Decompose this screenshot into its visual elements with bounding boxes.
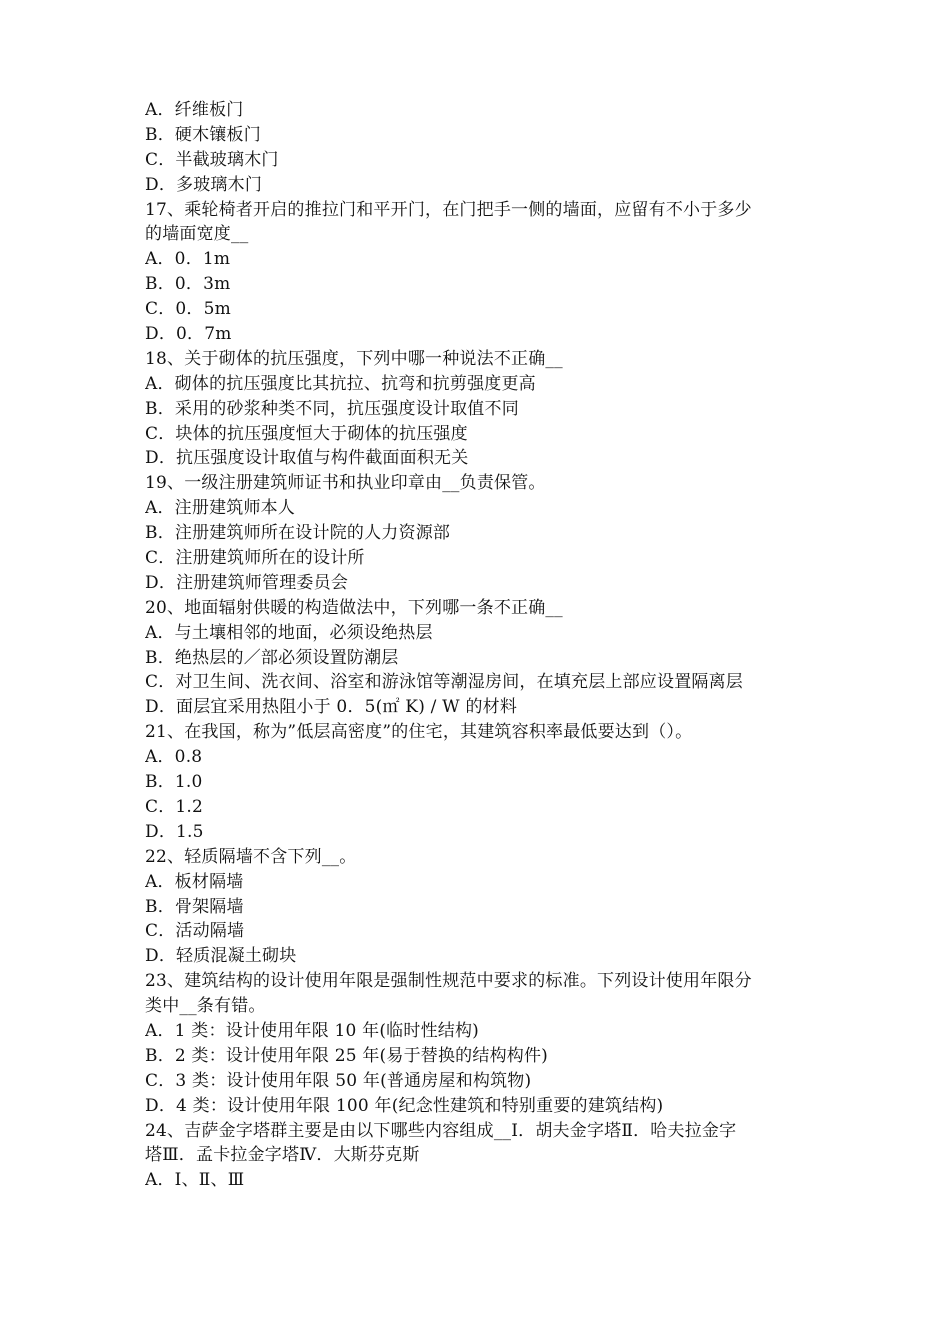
option-line: B．绝热层的／部必须设置防潮层 [145,647,399,668]
option-line: D．面层宜采用热阻小于 0．5(㎡ K) / W 的材料 [145,697,518,718]
option-line: D．抗压强度设计取值与构件截面面积无关 [145,448,469,469]
option-line: A．砌体的抗压强度比其抗拉、抗弯和抗剪强度更高 [145,373,536,394]
option-line: B．0．3m [145,274,231,295]
option-line: A．与土壤相邻的地面，必须设绝热层 [145,622,433,643]
question-22: 22、轻质隔墙不含下列__。 [145,846,357,867]
option-line: A．注册建筑师本人 [145,498,296,519]
option-line: D．4 类：设计使用年限 100 年(纪念性建筑和特别重要的建筑结构) [145,1095,664,1116]
question-23: 23、建筑结构的设计使用年限是强制性规范中要求的标准。下列设计使用年限分 [145,971,752,992]
question-19: 19、一级注册建筑师证书和执业印章由__负责保管。 [145,473,546,494]
option-line: B．硬木镶板门 [145,124,261,145]
option-line: D．注册建筑师管理委员会 [145,572,349,593]
option-line: A．0．1m [145,249,231,270]
document-page [145,98,815,1193]
option-line: C．1.2 [145,796,204,817]
option-line: B．1.0 [145,772,203,793]
question-24-cont: 塔Ⅲ．孟卡拉金字塔Ⅳ．大斯芬克斯 [145,1145,420,1166]
option-line: D．0．7m [145,324,232,345]
question-21: 21、在我国，称为”低层高密度”的住宅，其建筑容积率最低要达到（）。 [145,722,693,743]
question-24: 24、吉萨金字塔群主要是由以下哪些内容组成__Ⅰ．胡夫金字塔Ⅱ．哈夫拉金字 [145,1120,737,1141]
option-line: C．对卫生间、洗衣间、浴室和游泳馆等潮湿房间，在填充层上部应设置隔离层 [145,672,744,693]
question-17-cont: 的墙面宽度__ [145,224,249,245]
option-line: D．1.5 [145,821,204,842]
question-20: 20、地面辐射供暖的构造做法中，下列哪一条不正确__ [145,597,563,618]
option-line: A．板材隔墙 [145,871,244,892]
option-line: C．3 类：设计使用年限 50 年(普通房屋和构筑物) [145,1070,532,1091]
option-line: A．Ⅰ、Ⅱ、Ⅲ [145,1170,245,1191]
option-line: C．半截玻璃木门 [145,149,279,170]
option-line: A．0.8 [145,747,203,768]
question-17: 17、乘轮椅者开启的推拉门和平开门，在门把手一侧的墙面，应留有不小于多少 [145,199,752,220]
option-line: C．块体的抗压强度恒大于砌体的抗压强度 [145,423,468,444]
question-23-cont: 类中__条有错。 [145,996,266,1017]
option-line: A．1 类：设计使用年限 10 年(临时性结构) [145,1020,479,1041]
option-line: C．注册建筑师所在的设计所 [145,548,365,569]
option-line: C．活动隔墙 [145,921,245,942]
option-line: C．0．5m [145,299,231,320]
option-line: D．轻质混凝土砌块 [145,946,297,967]
option-line: A．纤维板门 [145,100,244,120]
option-line: B．骨架隔墙 [145,896,244,917]
option-line: B．注册建筑师所在设计院的人力资源部 [145,523,451,544]
option-line: B．2 类：设计使用年限 25 年(易于替换的结构构件) [145,1045,549,1066]
option-line: B．采用的砂浆种类不同，抗压强度设计取值不同 [145,398,519,419]
option-line: D．多玻璃木门 [145,174,263,195]
question-18: 18、关于砌体的抗压强度，下列中哪一种说法不正确__ [145,348,563,369]
